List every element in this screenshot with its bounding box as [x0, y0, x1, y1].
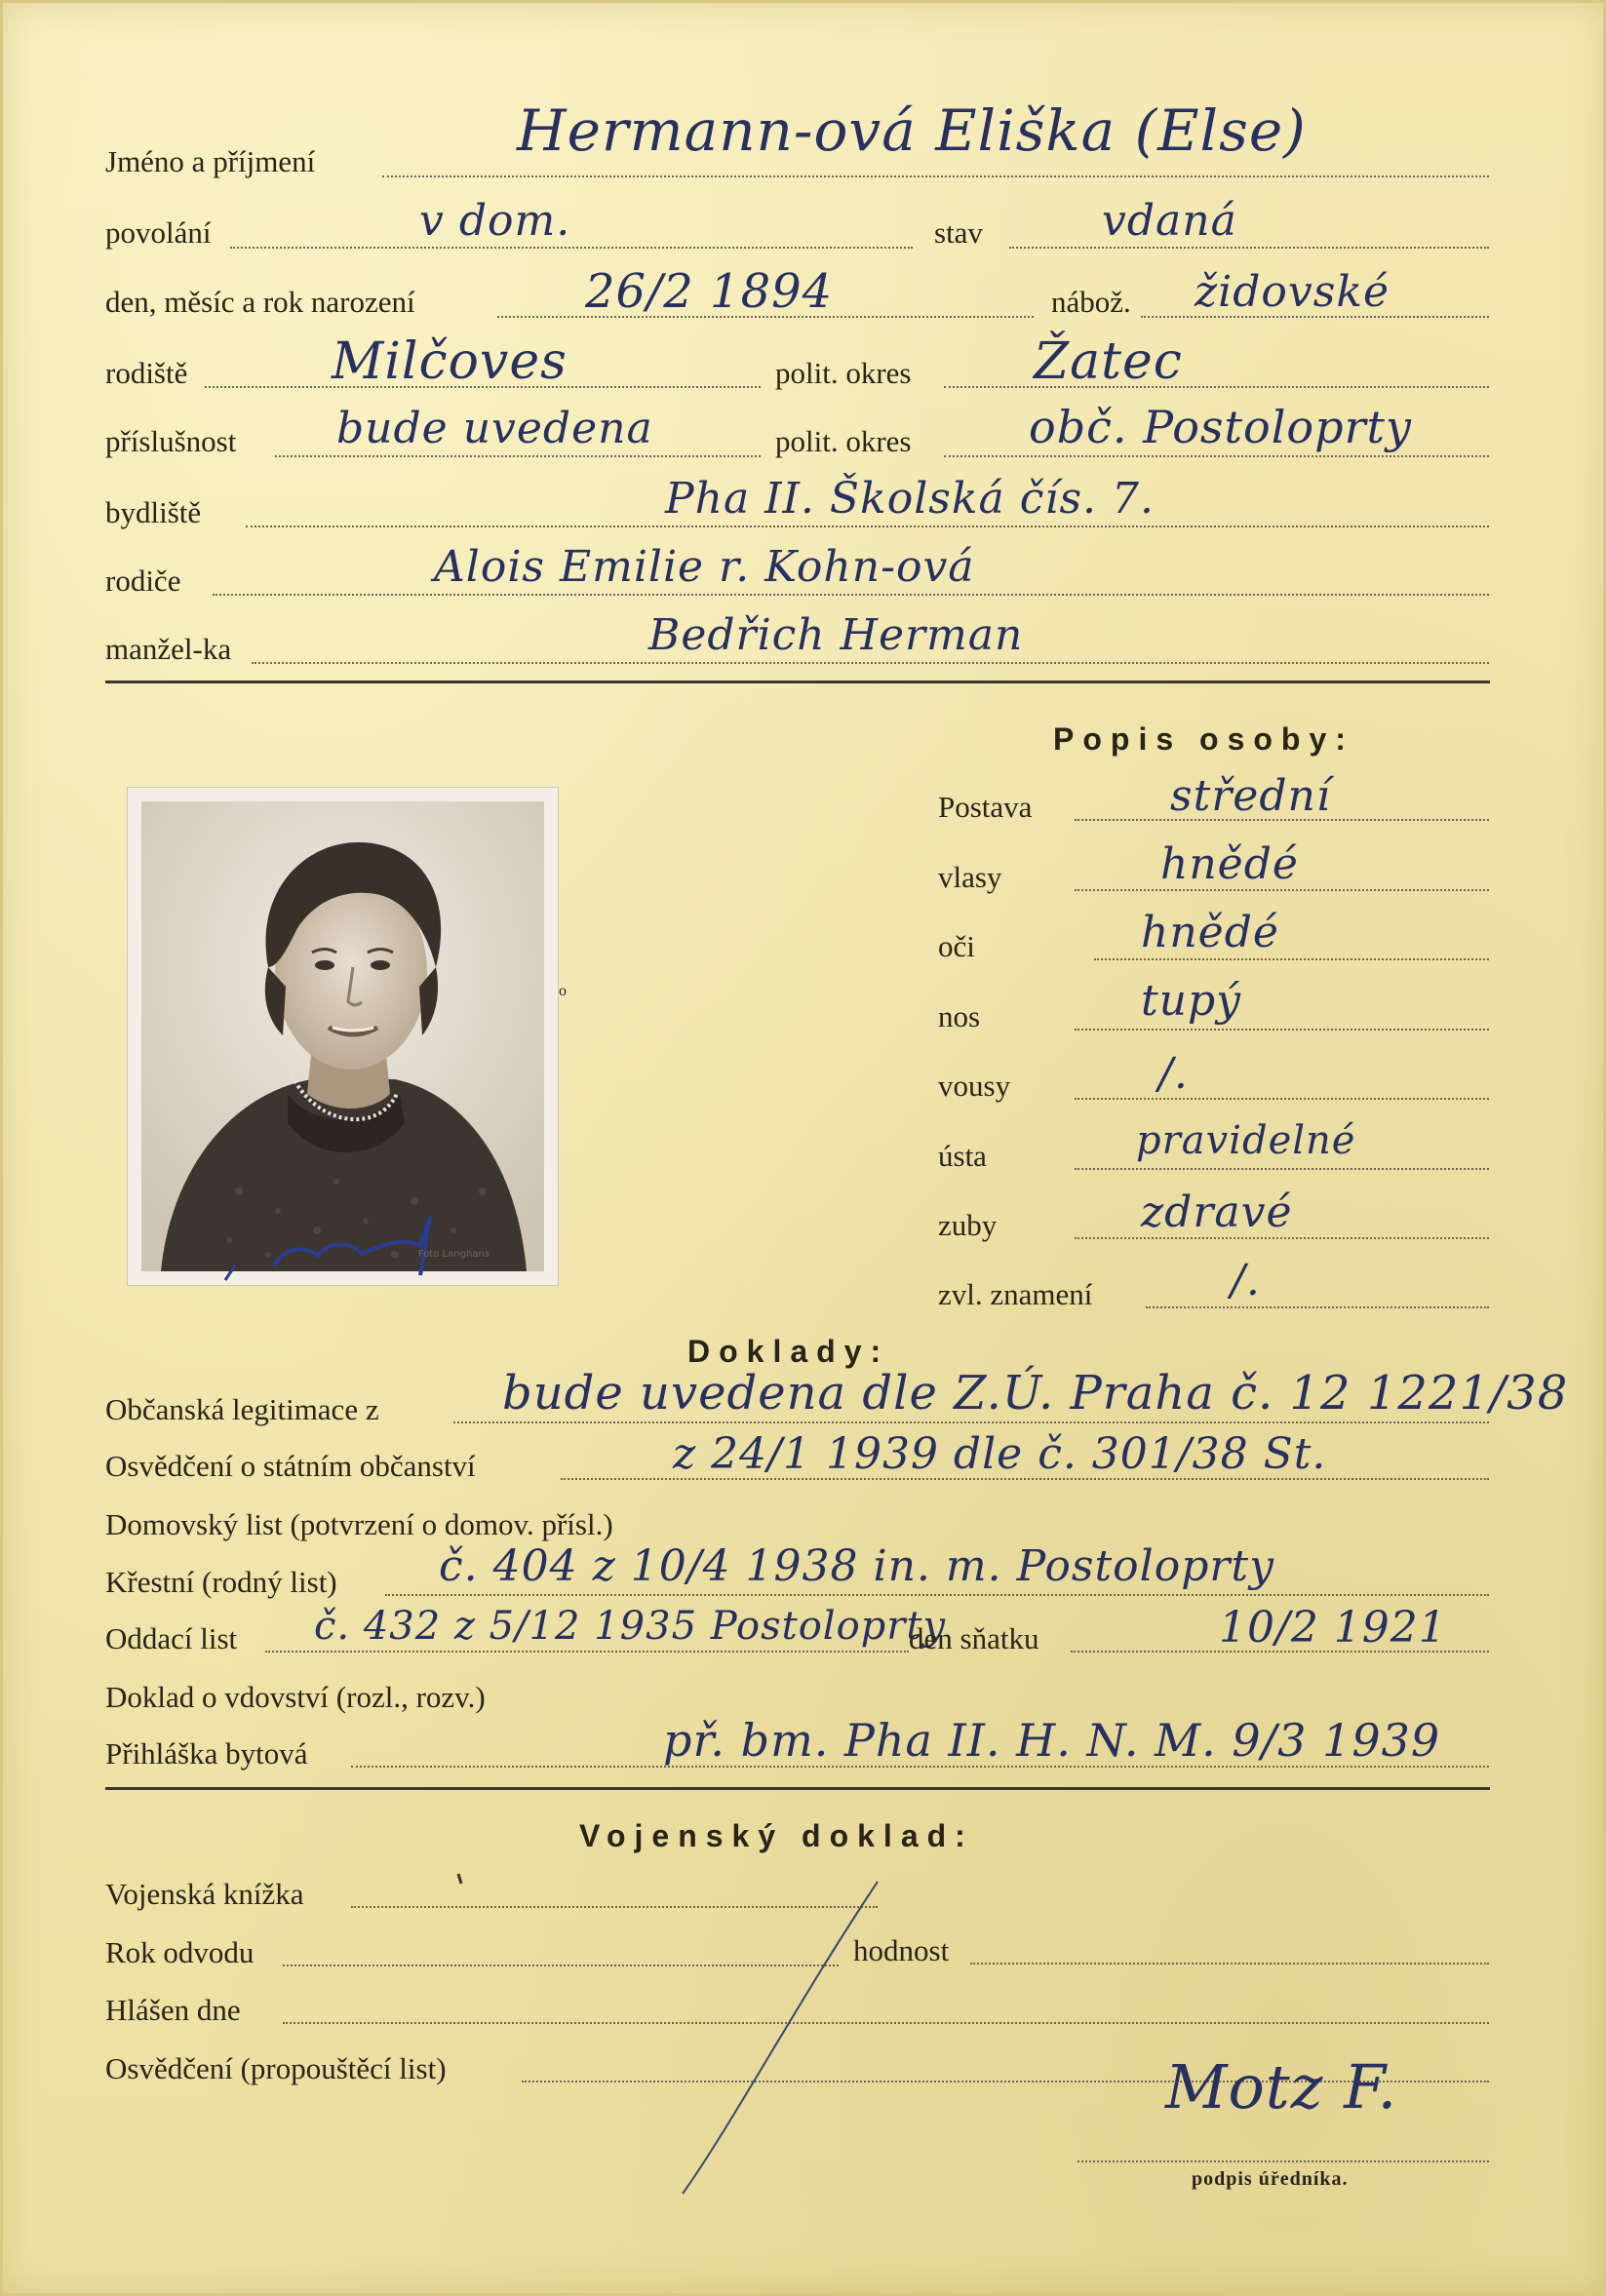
photo-dot: o [559, 983, 567, 999]
hair-value: hnědé [1160, 839, 1299, 889]
draft-year-label: Rok odvodu [105, 1935, 255, 1969]
residence-value: Pha II. Školská čís. 7. [665, 474, 1155, 524]
registration-label: Přihláška bytová [105, 1736, 308, 1771]
id-value: bude uvedena dle Z.Ú. Praha č. 12 1221/38 [502, 1366, 1569, 1420]
teeth-value: zdravé [1141, 1187, 1293, 1237]
birth-district-label: polit. okres [775, 356, 912, 390]
marks-label: zvl. znamení [938, 1277, 1093, 1311]
marriage-label: Oddací list [105, 1621, 238, 1655]
photo-studio-mark: Foto Langhans [417, 1249, 490, 1260]
occupation-label: povolání [105, 215, 212, 250]
parents-value: Alois Emilie r. Kohn-ová [434, 542, 975, 592]
release-label: Osvědčení (propouštěcí list) [105, 2051, 447, 2085]
nose-value: tupý [1141, 976, 1242, 1026]
hair-label: vlasy [938, 860, 1002, 894]
id-label: Občanská legitimace z [105, 1392, 379, 1426]
domicile-district-label: polit. okres [775, 424, 912, 458]
birthdate-label: den, měsíc a rok narození [105, 285, 415, 319]
domicile-district-value: obč. Postoloprty [1029, 401, 1413, 453]
citizenship-label: Osvědčení o státním občanství [105, 1449, 476, 1483]
registration-value: př. bm. Pha II. H. N. M. 9/3 1939 [663, 1714, 1441, 1767]
mouth-value: pravidelné [1136, 1118, 1356, 1163]
beard-value: /. [1158, 1049, 1189, 1099]
domicile-label: příslušnost [105, 424, 237, 458]
mouth-label: ústa [938, 1139, 987, 1173]
status-value: vdaná [1102, 196, 1237, 246]
birthplace-value: Milčoves [332, 332, 568, 391]
status-label: stav [934, 215, 983, 250]
description-heading: Popis osoby: [1053, 721, 1354, 757]
teeth-label: zuby [938, 1208, 998, 1242]
nose-label: nos [938, 999, 981, 1033]
eyes-value: hnědé [1141, 908, 1279, 957]
wedding-day-label: den sňatku [909, 1621, 1039, 1655]
documents-heading: Doklady: [687, 1334, 890, 1369]
citizenship-value: z 24/1 1939 dle č. 301/38 St. [673, 1429, 1327, 1479]
build-value: střední [1170, 771, 1331, 821]
homeright-label: Domovský list (potvrzení o domov. přísl.) [105, 1507, 613, 1541]
signature-line [1077, 2160, 1489, 2162]
birthdate-value: 26/2 1894 [585, 264, 834, 319]
widowhood-label: Doklad o vdovství (rozl., rozv.) [105, 1680, 486, 1714]
official-signature: Motz F. [1165, 2051, 1398, 2122]
baptism-value: č. 404 z 10/4 1938 in. m. Postoloprty [439, 1541, 1274, 1591]
marriage-value: č. 432 z 5/12 1935 Postoloprty [314, 1604, 947, 1649]
reported-label: Hlášen dne [105, 1993, 241, 2027]
name-value: Hermann-ová Eliška (Else) [517, 97, 1307, 164]
parents-label: rodiče [105, 564, 181, 598]
birthplace-label: rodiště [105, 356, 188, 390]
religion-label: nábož. [1051, 285, 1131, 319]
residence-label: bydliště [105, 495, 202, 529]
build-label: Postava [938, 790, 1033, 824]
wedding-day-value: 10/2 1921 [1219, 1603, 1447, 1653]
occupation-value: v dom. [419, 196, 571, 246]
spouse-value: Bedřich Herman [648, 610, 1024, 660]
religion-value: židovské [1195, 267, 1391, 317]
name-label: Jméno a příjmení [105, 144, 316, 178]
rank-label: hodnost [853, 1933, 950, 1967]
military-heading: Vojenský doklad: [579, 1818, 974, 1853]
baptism-label: Křestní (rodný list) [105, 1565, 337, 1599]
domicile-value: bude uvedena [336, 404, 653, 453]
spouse-label: manžel-ka [105, 632, 232, 666]
eyes-label: oči [938, 929, 975, 963]
military-book-label: Vojenská knížka [105, 1877, 304, 1911]
birth-district-value: Žatec [1034, 332, 1183, 391]
marks-value: /. [1231, 1256, 1261, 1305]
signature-label: podpis úředníka. [1192, 2168, 1349, 2190]
beard-label: vousy [938, 1069, 1011, 1103]
